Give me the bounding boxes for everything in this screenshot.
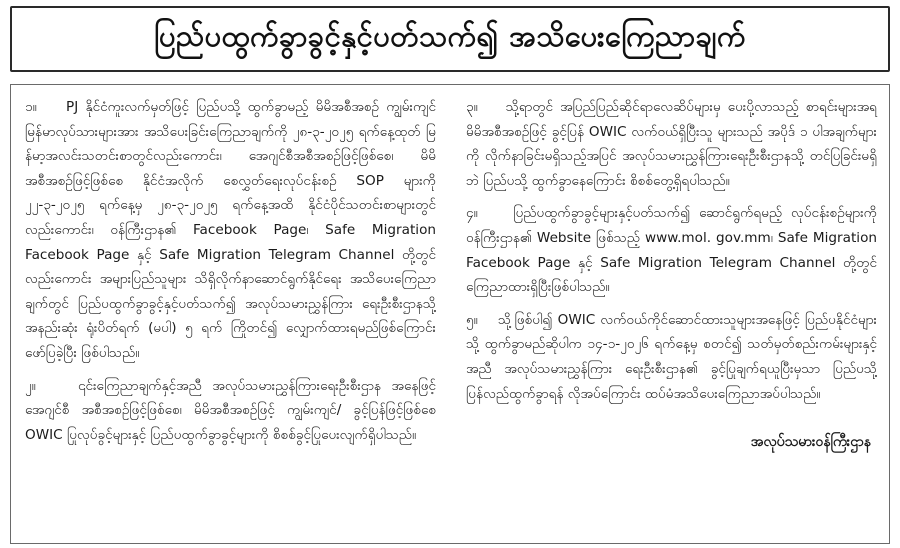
announcement-body	[10, 84, 890, 544]
paragraph-1: ၁။ PJ နိုင်ငံကူးလက်မှတ်ဖြင့် ပြည်ပသို့ ထွက်ခွာမည့် မိမိအစီအစဉ် ကျွမ်းကျင်မြန်မာလုပ်သားများအား အသိပေးခြင်းကြေညာချက်ကို ၂၈-၃-၂၀၂၅ ရက်နေ့ထုတ် မြန်မာ့အလင်းသတင်းစာတွင်လည်းကောင်း၊ အေဂျင်စီအစီအစဉ်ဖြင့်ဖြစ်စေ၊ မိမိအစီအစဉ်ဖြင့်ဖြစ်စေ နိုင်ငံအလိုက် စေလွှတ်ရေးလုပ်ငန်းစဉ် SOP များကို ၂၂-၃-၂၀၂၅ ရက်နေ့မှ ၂၈-၃-၂၀၂၅ ရက်နေ့အထိ နိုင်ငံပိုင်သတင်းစာများတွင်လည်းကောင်း၊ ဝန်ကြီးဌာန၏ Facebook Page၊ Safe Migration Facebook Page နှင့် Safe Migration Telegram Channel တို့တွင်လည်းကောင်း အများပြည်သူများ သိရှိလိုက်နာဆောင်ရွက်နိုင်ရေး အသိပေးကြေညာ ချက်တွင် ပြည်ပထွက်ခွာခွင့်နှင့်ပတ်သက်၍ အလုပ်သမားညွှန်ကြား ရေးဦးစီးဌာနသို့ အနည်းဆုံး ရုံးပိတ်ရက် (မပါ) ၅ ရက် ကြိုတင်၍ လျှောက်ထားရမည်ဖြစ်ကြောင်း ဖော်ပြခဲ့ပြီး ဖြစ်ပါသည်။	[25, 99, 441, 361]
right-column	[448, 85, 889, 543]
ministry-signature: အလုပ်သမားဝန်ကြီးဌာန	[750, 434, 871, 451]
announcement-title: ပြည်ပထွက်ခွာခွင့်နှင့်ပတ်သက်၍ အသိပေးကြေညာချက်	[154, 18, 746, 53]
paragraph-2: ၂။ ၎င်းကြေညာချက်နှင့်အညီ အလုပ်သမားညွှန်ကြားရေးဦးစီးဌာန အနေဖြင့် အေဂျင်စီ အစီအစဉ်ဖြင့်ဖြစ်စေ၊ မိမိအစီအစဉ်ဖြင့် ကျွမ်းကျင်/ ခွင့်ပြန်ဖြင့်ဖြစ်စေ OWIC ပြုလုပ်ခွင့်များနှင့် ပြည်ပထွက်ခွာခွင့်များကို စိစစ်ခွင့်ပြုပေးလျက်ရှိပါသည်။	[25, 377, 441, 443]
title-frame	[10, 6, 890, 72]
paragraph-3: ၃။ သို့ရာတွင် အပြည်ပြည်ဆိုင်ရာလေဆိပ်များမှ ပေးပို့လာသည့် စာရင်းများအရ မိမိအစီအစဉ်ဖြင့် ခွင့်ပြန် OWIC လက်ဝယ်ရှိပြီးသူ များသည် အပိုဒ် ၁ ပါအချက်များကို လိုက်နာခြင်းမရှိသည့်အပြင် အလုပ်သမားညွှန်ကြားရေးဦးစီးဌာနသို့ တင်ပြခြင်းမရှိဘဲ ပြည်ပသို့ ထွက်ခွာနေကြောင်း စိစစ်တွေ့ရှိရပါသည်။	[466, 99, 882, 189]
paragraph-5: ၅။ သို့ဖြစ်ပါ၍ OWIC လက်ဝယ်ကိုင်ဆောင်ထားသူများအနေဖြင့် ပြည်ပနိုင်ငံများသို့ ထွက်ခွာမည်ဆိုပါက ၁၄-၁-၂၀၂၆ ရက်နေ့မှ စတင်၍ သတ်မှတ်စည်းကမ်းများနှင့်အညီ အလုပ်သမားညွှန်ကြား ရေးဦးစီးဌာန၏ ခွင့်ပြုချက်ရယူပြီးမှသာ ပြည်ပသို့ပြန်လည်ထွက်ခွာရန် လိုအပ်ကြောင်း ထပ်မံအသိပေးကြေညာအပ်ပါသည်။	[466, 311, 877, 402]
paragraph-4: ၄။ ပြည်ပထွက်ခွာခွင့်များနှင့်ပတ်သက်၍ ဆောင်ရွက်ရမည့် လုပ်ငန်းစဉ်များကို ဝန်ကြီးဌာန၏ Website ဖြစ်သည့် www.mol. gov.mm၊ Safe Migration Facebook Page နှင့် Safe Migration Telegram Channel တို့တွင် ကြေညာထားရှိပြီးဖြစ်ပါသည်။	[466, 205, 882, 296]
left-column	[11, 85, 448, 543]
